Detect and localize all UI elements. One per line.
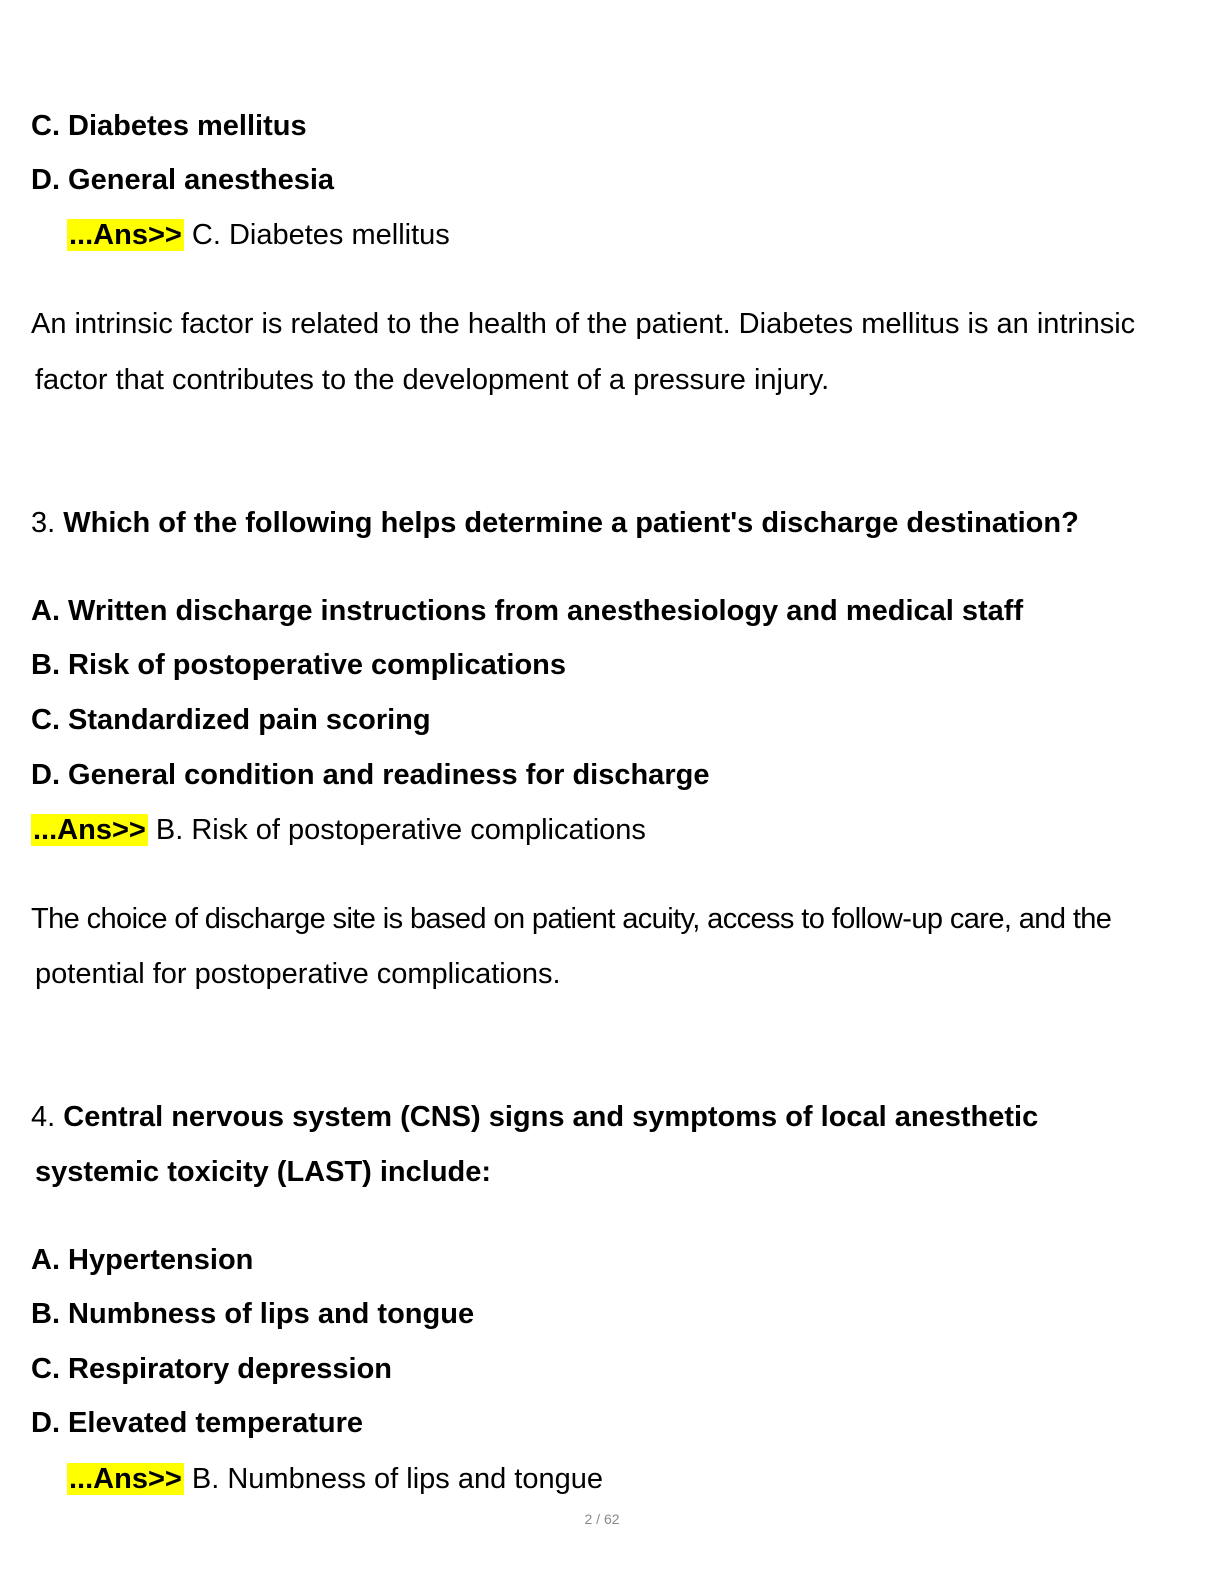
page-indicator: 2 / 62	[584, 1511, 620, 1527]
explanation-line: factor that contributes to the development of a pressure injury.	[35, 364, 830, 396]
answer-text: B. Risk of postoperative complications	[155, 814, 646, 846]
question-number: 4.	[31, 1101, 56, 1133]
question-text: Central nervous system (CNS) signs and symptoms of local anesthetic	[63, 1101, 1039, 1133]
option-a: A. Written discharge instructions from anesthesiology and medical staff	[31, 595, 1024, 627]
answer-text: C. Diabetes mellitus	[191, 219, 450, 251]
question-text: Which of the following helps determine a patient's discharge destination?	[63, 507, 1079, 539]
option-b: B. Numbness of lips and tongue	[31, 1298, 475, 1330]
question-4	[31, 1099, 1038, 1135]
option-d: D. Elevated temperature	[31, 1407, 364, 1439]
answer-line	[67, 1461, 603, 1497]
question-text-continued: systemic toxicity (LAST) include:	[35, 1156, 492, 1188]
answer-text: B. Numbness of lips and tongue	[191, 1463, 603, 1495]
option-b: B. Risk of postoperative complications	[31, 649, 566, 681]
option-c: C. Diabetes mellitus	[31, 110, 307, 142]
answer-highlight: ...Ans>>	[69, 219, 182, 251]
answer-line	[31, 812, 646, 848]
question-number: 3.	[31, 507, 56, 539]
explanation-line: An intrinsic factor is related to the health of the patient. Diabetes mellitus is an intrinsic	[31, 308, 1136, 340]
explanation-line: The choice of discharge site is based on patient acuity, access to follow-up care, and the	[31, 903, 1112, 935]
option-d: D. General anesthesia	[31, 164, 335, 196]
option-c: C. Respiratory depression	[31, 1353, 392, 1385]
question-3	[31, 505, 1079, 541]
option-d: D. General condition and readiness for discharge	[31, 759, 710, 791]
answer-highlight: ...Ans>>	[69, 1463, 182, 1495]
answer-highlight: ...Ans>>	[33, 814, 146, 846]
answer-line	[67, 217, 450, 253]
explanation-line: potential for postoperative complications.	[35, 958, 561, 990]
option-c: C. Standardized pain scoring	[31, 704, 431, 736]
option-a: A. Hypertension	[31, 1244, 254, 1276]
